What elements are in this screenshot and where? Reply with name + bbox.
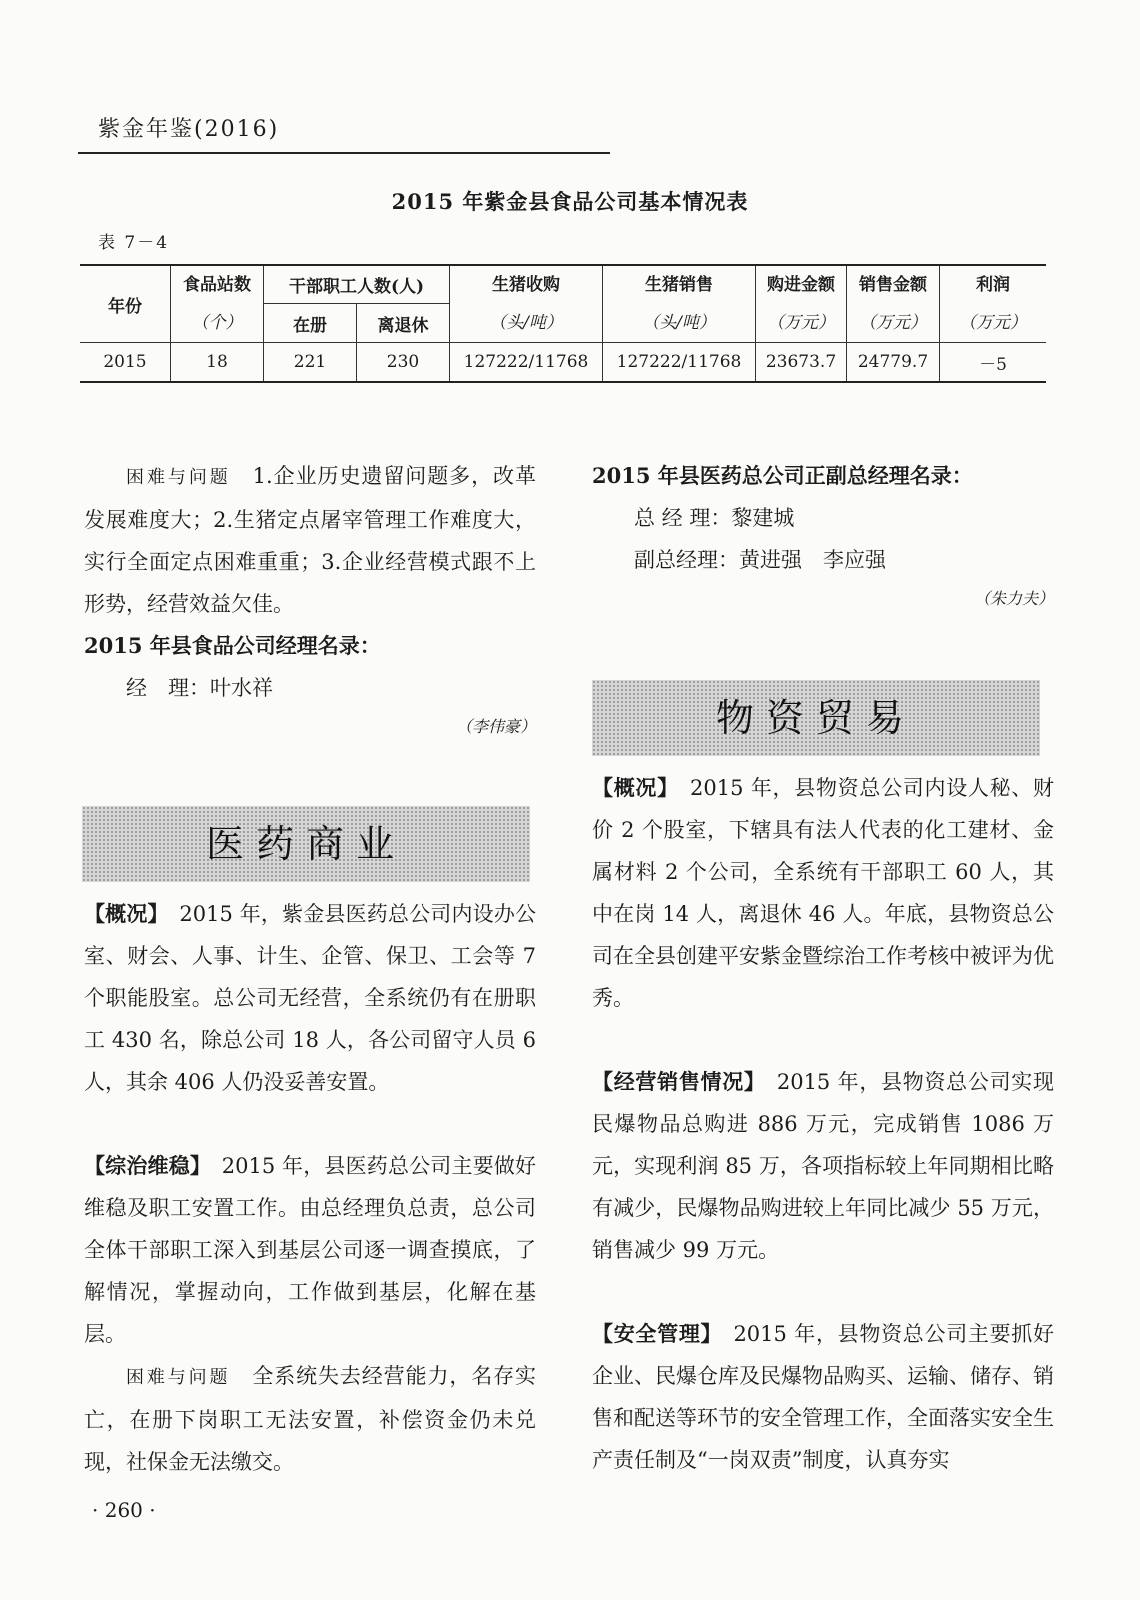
col-header-purchase-amount-label: 购进金额 [767,275,835,295]
cell-pig-purchase: 127222/11768 [450,343,603,383]
stability-paragraph [84,1145,536,1355]
cell-retired: 230 [357,343,450,383]
col-header-pig-sales-unit: （头/吨） [642,313,716,333]
col-header-profit-label: 利润 [976,275,1010,295]
problems-label-2: 困难与问题 [126,1367,231,1388]
table-number: 表 7－4 [98,233,170,253]
materials-overview-paragraph [592,767,1054,1019]
col-header-pig-purchase-unit: （头/吨） [489,313,563,333]
col-header-stations-unit: （个） [191,313,243,333]
col-header-pig-sales-label: 生猪销售 [645,275,713,295]
col-header-sales-amount-label: 销售金额 [859,275,927,295]
materials-overview-tag: 【概况】 [592,776,669,800]
right-column-lower [592,767,1054,1481]
pharma-overview-tag: 【概况】 [84,902,159,926]
cell-year: 2015 [80,343,171,383]
pharma-overview-text: 2015 年，紫金县医药总公司内设办公室、财会、人事、计生、企管、保卫、工会等 7 个职能股室。总公司无经营，全系统仍有在册职工 430 名，除总公司 18 人，各公司留守人员 6 人，其余 406 人仍没妥善安置。 [84,902,537,1094]
author-credit-1: （李伟豪） [455,717,536,736]
food-managers-heading: 2015 年县食品公司经理名录： [84,633,381,658]
cell-pig-sales: 127222/11768 [603,343,756,383]
general-manager-line: 总 经 理：黎建城 [634,506,795,530]
col-header-purchase-amount-unit: （万元） [767,313,835,333]
safety-text: 2015 年，县物资总公司主要抓好企业、民爆仓库及民爆物品购买、运输、储存、销售和配送等环节的安全管理工作，全面落实安全生产责任制及“一岗双责”制度，认真夯实 [592,1322,1055,1472]
problems-paragraph-1 [84,455,536,625]
sales-text: 2015 年，县物资总公司实现民爆物品总购进 886 万元，完成销售 1086 万元，实现利润 85 万，各项指标较上年同期相比略有减少，民爆物品购进较上年同比减少 55 万元，销售减少 99 万元。 [592,1070,1055,1262]
col-header-pig-purchase-label: 生猪收购 [492,275,560,295]
cell-profit: －5 [940,343,1047,383]
problems-text-1: 1.企业历史遗留问题多，改革发展难度大；2.生猪定点屠宰管理工作难度大，实行全面定点困难重重；3.企业经营模式跟不上形势，经营效益欠佳。 [84,464,536,616]
food-company-stats-table [80,264,1046,383]
cell-sales-amount: 24779.7 [847,343,940,383]
col-header-profit-unit: （万元） [959,313,1027,333]
col-header-staff: 干部职工人数(人) [264,265,450,304]
food-manager-line: 经 理：叶水祥 [126,676,273,700]
header-rule [78,152,610,154]
section-banner-materials: 物资贸易 [592,680,1040,756]
col-header-stations-label: 食品站数 [183,275,251,295]
page-number: · 260 · [92,1498,156,1522]
col-header-pig-purchase [450,265,603,343]
col-header-sales-amount [847,265,940,343]
sales-paragraph [592,1061,1054,1271]
pharma-managers-heading: 2015 年县医药总公司正副总经理名录： [592,463,973,488]
problems-text-2: 全系统失去经营能力，名存实亡，在册下岗职工无法安置，补偿资金仍未兑现，社保金无法缴交。 [84,1364,537,1474]
stability-text: 2015 年，县医药总公司主要做好维稳及职工安置工作。由总经理负总责，总公司全体干部职工深入到基层公司逐一调查摸底，了解情况，掌握动向，工作做到基层，化解在基层。 [84,1154,537,1346]
problems-label-1: 困难与问题 [126,467,231,488]
running-header: 紫金年鉴(2016) [98,117,280,142]
col-header-purchase-amount [756,265,847,343]
safety-tag: 【安全管理】 [592,1322,712,1346]
section-banner-pharma: 医药商业 [82,806,530,882]
right-column-upper [592,455,1054,617]
left-column-upper [84,455,536,745]
sales-tag: 【经营销售情况】 [592,1070,756,1094]
author-credit-2: （朱力夫） [973,589,1054,608]
pharma-overview-paragraph [84,893,536,1103]
stability-tag: 【综治维稳】 [84,1154,201,1178]
cell-purchase-amount: 23673.7 [756,343,847,383]
col-header-pig-sales [603,265,756,343]
col-header-year: 年份 [80,265,171,343]
col-header-sales-amount-unit: （万元） [859,313,927,333]
col-header-retired: 离退休 [357,304,450,343]
left-column-lower [84,893,536,1483]
cell-stations: 18 [171,343,264,383]
table-row [80,343,1046,383]
table-title: 2015 年紫金县食品公司基本情况表 [391,189,749,214]
deputy-manager-line: 副总经理：黄进强 李应强 [634,548,886,572]
materials-overview-text: 2015 年，县物资总公司内设人秘、财价 2 个股室，下辖具有法人代表的化工建材、金属材料 2 个公司，全系统有干部职工 60 人，其中在岗 14 人，离退休 46 人。年底，县物资总公司在全县创建平安紫金暨综治工作考核中被评为优秀。 [592,776,1055,1010]
safety-paragraph [592,1313,1054,1481]
col-header-stations [171,265,264,343]
col-header-profit [940,265,1047,343]
cell-on-roll: 221 [264,343,357,383]
col-header-on-roll: 在册 [264,304,357,343]
problems-paragraph-2 [84,1355,536,1483]
